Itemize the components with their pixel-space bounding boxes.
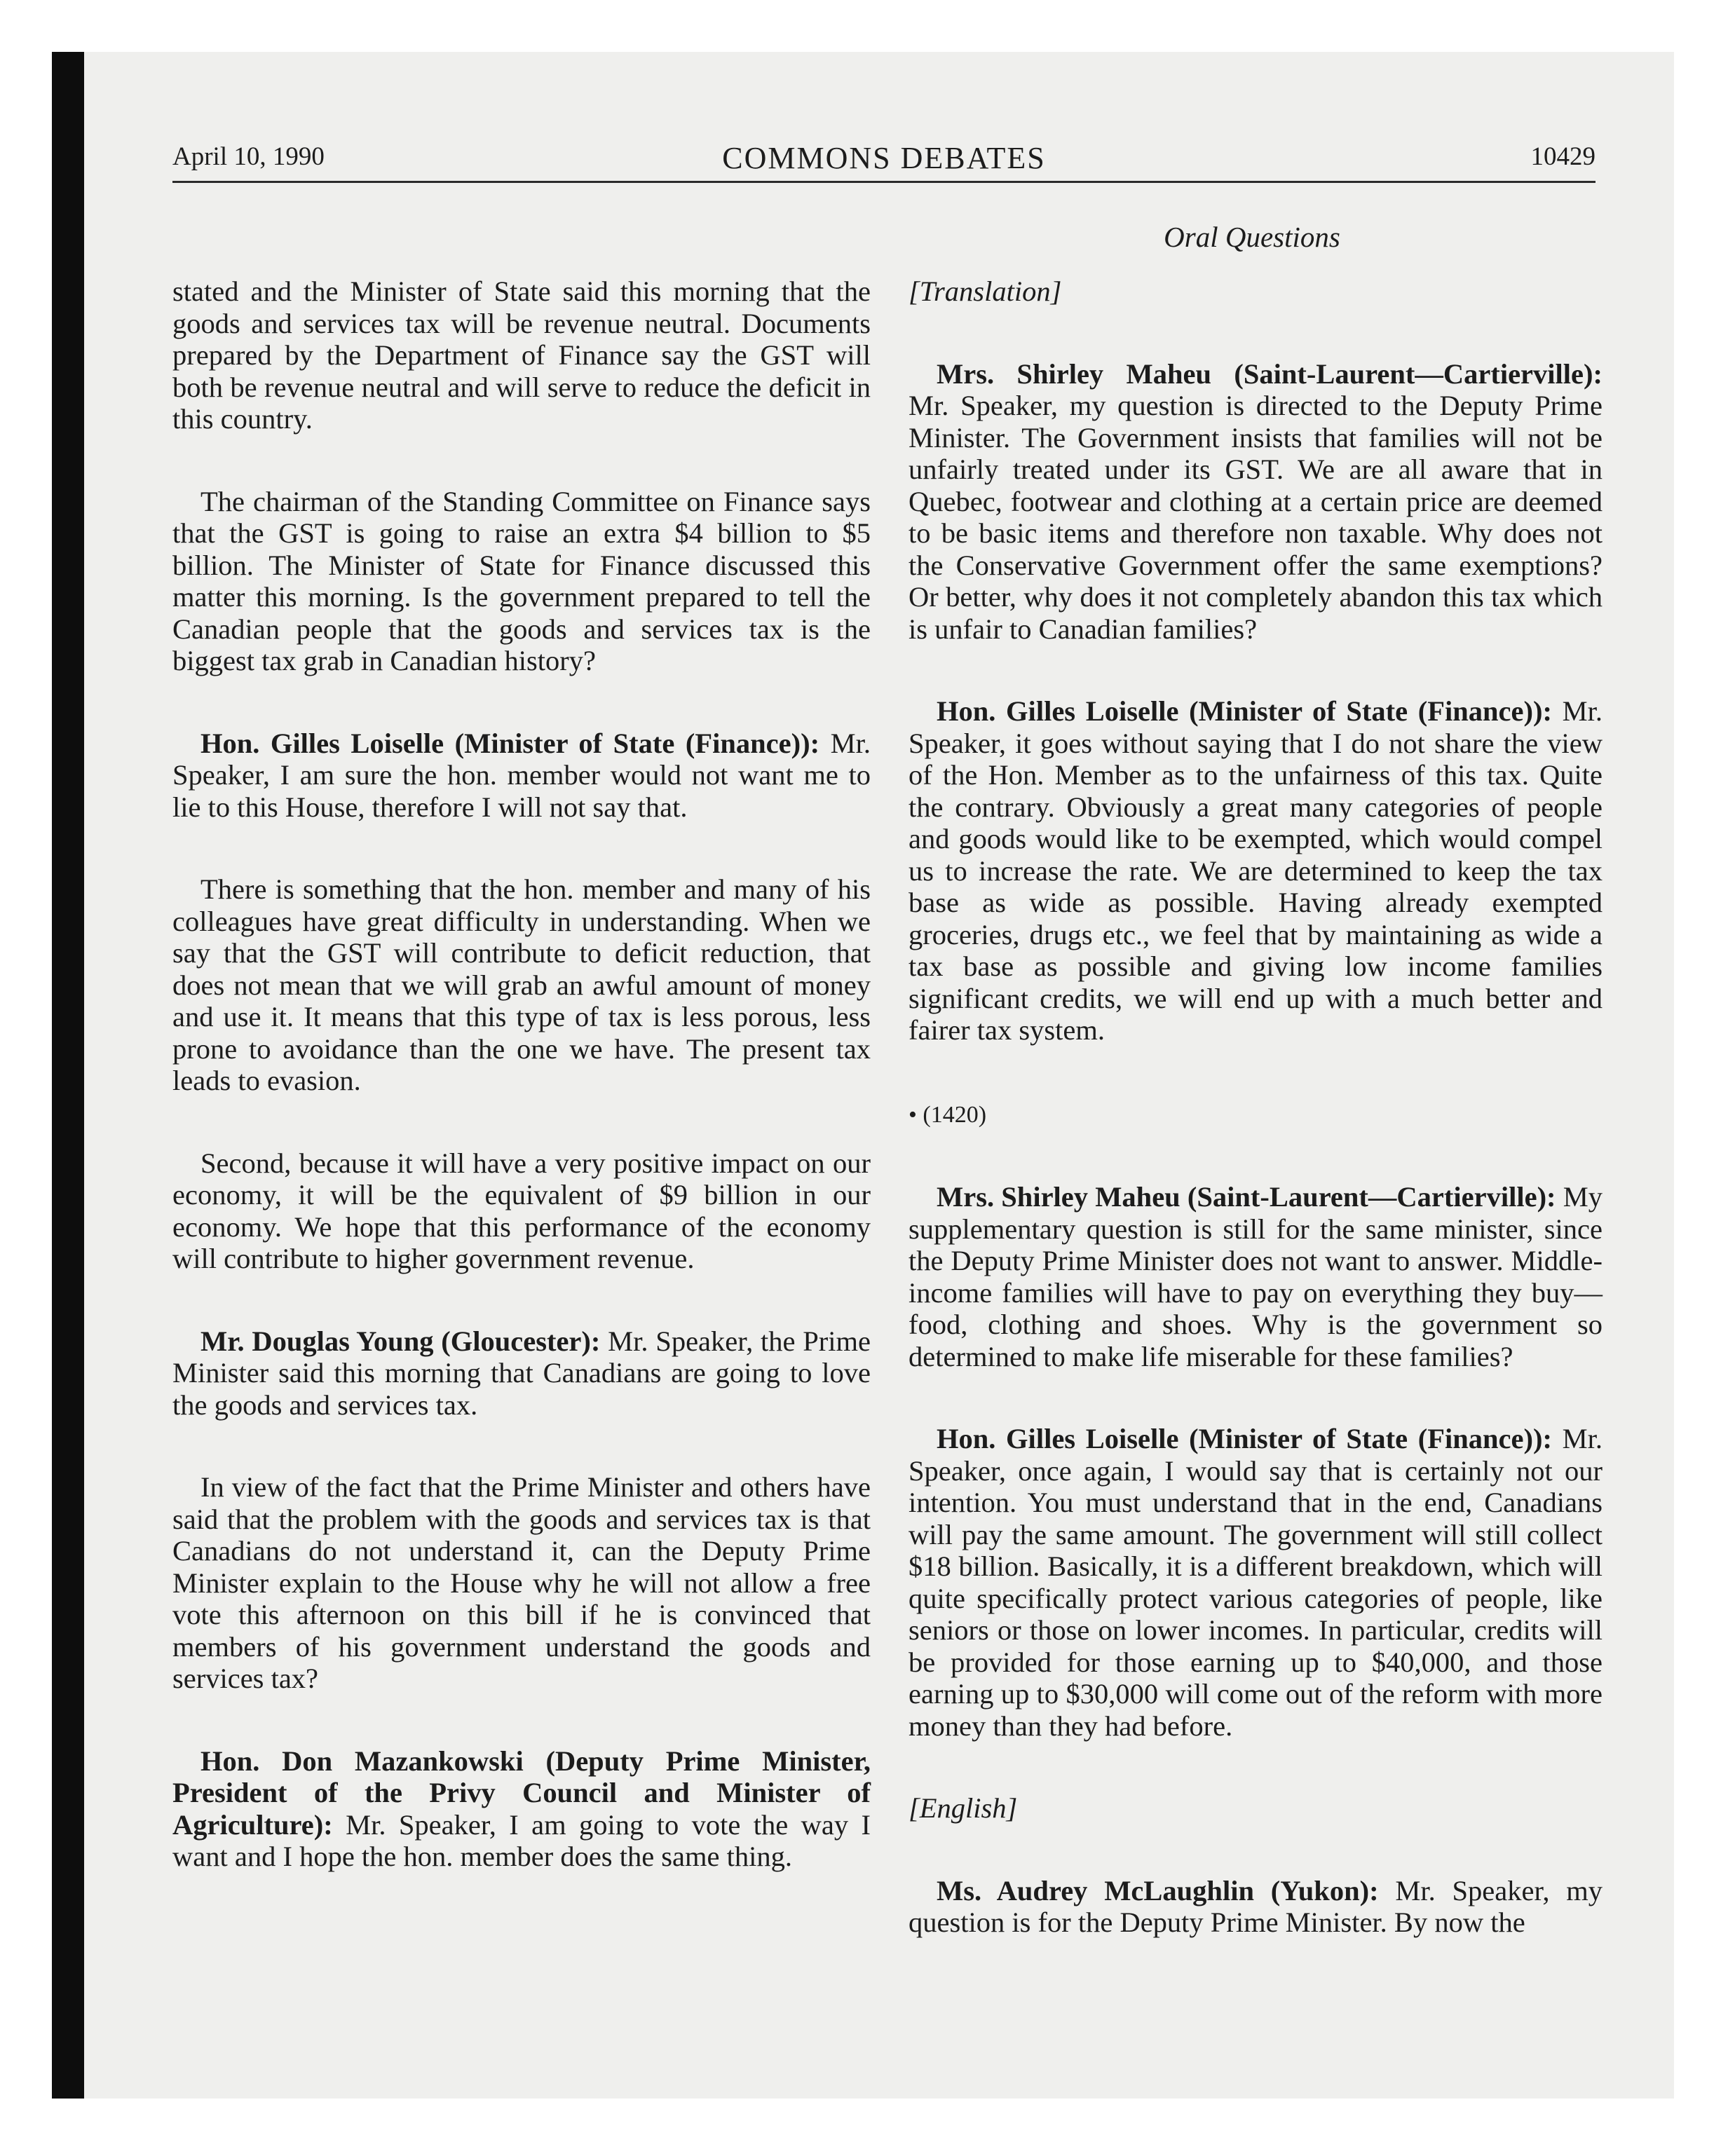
paragraph-text: Mr. Speaker, the Prime Minister said this morning that Canadians are going to love the goods and services tax. <box>172 1325 871 1421</box>
speaker-name: Ms. Audrey McLaughlin (Yukon): <box>937 1874 1379 1906</box>
paragraph-text: There is something that the hon. member and many of his colleagues have great difficulty in understanding. When we say that the GST will contribute to deficit reduction, that does not mean that we will grab an awful amount of money and use it. It means that this type of tax is less porous, less prone to avoidance than the one we have. The present tax leads to evasion. <box>172 873 871 1096</box>
section-heading: Oral Questions <box>1164 221 1340 253</box>
paragraph-text: Mr. Speaker, it goes without saying that I do not share the view of the Hon. Member as to the unfairness of this tax. Quite the contrary. Obviously a great many categories of people and goods would like to be exempted, which would compel us to increase the rate. We are determined to keep the tax base as wide as possible. Having already exempted groceries, drugs etc., we feel that by maintaining as wide a tax base as possible and giving low income families significant credits, we will end up with a much better and fairer tax system. <box>909 695 1603 1046</box>
paragraph <box>172 1471 871 1695</box>
paragraph-text: In view of the fact that the Prime Minister and others have said that the problem with the goods and services tax is that Canadians do not understand it, can the Deputy Prime Minister explain to the House why he will not allow a free vote this afternoon on this bill if he is convinced that members of his government understand the goods and services tax? <box>172 1471 871 1694</box>
paragraph-text: Mr. Speaker, once again, I would say that is certainly not our intention. You must understand that in the end, Canadians will pay the same amount. The government will still collect $18 billion. Basically, it is a different breakdown, which will quite specifically protect various categories of people, like seniors or those on lower incomes. In particular, credits will be provided for those earning up to $40,000, and those earning up to $30,000 will come out of the reform with more money than they had before. <box>909 1423 1603 1742</box>
language-marker <box>909 275 1603 308</box>
paragraph <box>172 728 871 824</box>
paragraph <box>909 358 1603 646</box>
paragraph-text: My supplementary question is still for the same minister, since the Deputy Prime Minister does not want to answer. Middle-income families will have to pay on everything they buy—food, clothing and shoes. Why is the government so determined to make life miserable for these families? <box>909 1181 1603 1372</box>
speaker-name: Hon. Gilles Loiselle (Minister of State (Finance)): <box>937 695 1552 727</box>
translation-marker: [Translation] <box>909 275 1062 307</box>
speaker-name: Mrs. Shirley Maheu (Saint-Laurent—Cartierville): <box>937 357 1603 390</box>
paragraph-text: The chairman of the Standing Committee on Finance says that the GST is going to raise an extra $4 billion to $5 billion. The Minister of State for Finance discussed this matter this morning. Is the government prepared to tell the Canadian people that the goods and services tax is the biggest tax grab in Canadian history? <box>172 485 871 676</box>
paragraph <box>909 1181 1603 1372</box>
header-date: April 10, 1990 <box>172 142 325 171</box>
speaker-name: Hon. Gilles Loiselle (Minister of State (Finance)): <box>200 727 820 759</box>
left-column <box>172 275 871 1873</box>
paragraph <box>909 1875 1603 1939</box>
binding-edge <box>52 52 84 2099</box>
language-marker <box>909 1792 1603 1824</box>
paragraph <box>172 486 871 677</box>
paragraph-text: stated and the Minister of State said this morning that the goods and services tax will be revenue neutral. Documents prepared by the Department of Finance say the GST will both be revenue neutral and will serve to reduce the deficit in this country. <box>172 275 871 435</box>
paragraph-text: Mr. Speaker, my question is directed to the Deputy Prime Minister. The Government insists that families will not be unfairly treated under its GST. We are all aware that in Quebec, footwear and clothing at a certain price are deemed to be basic items and therefore non taxable. Why does not the Conservative Government offer the same exemptions? Or better, why does it not completely abandon this tax which is unfair to Canadian families? <box>909 390 1603 645</box>
time-marker-text: • (1420) <box>909 1101 987 1128</box>
paragraph <box>172 873 871 1097</box>
speaker-name: Hon. Gilles Loiselle (Minister of State (Finance)): <box>937 1423 1552 1454</box>
speaker-name: Mrs. Shirley Maheu (Saint-Laurent—Cartierville): <box>937 1181 1556 1213</box>
paragraph <box>172 1147 871 1275</box>
running-header <box>172 139 1595 183</box>
publication-title: COMMONS DEBATES <box>722 141 1046 175</box>
paragraph <box>172 1745 871 1873</box>
time-marker <box>909 1097 1603 1131</box>
page-number: 10429 <box>1530 142 1595 171</box>
right-column <box>909 275 1603 1939</box>
paragraph <box>172 1325 871 1421</box>
paragraph-text: Mr. Speaker, my question is for the Deputy Prime Minister. By now the <box>909 1874 1603 1938</box>
paragraph-text: Mr. Speaker, I am going to vote the way I want and I hope the hon. member does the same thing. <box>172 1808 871 1872</box>
paragraph <box>909 695 1603 1046</box>
paragraph-text: Mr. Speaker, I am sure the hon. member would not want me to lie to this House, therefore I will not say that. <box>172 727 871 823</box>
paragraph <box>172 275 871 435</box>
paragraph-text: Second, because it will have a very positive impact on our economy, it will be the equivalent of $9 billion in our economy. We hope that this performance of the economy will contribute to higher government revenue. <box>172 1147 871 1274</box>
paragraph <box>909 1423 1603 1742</box>
speaker-name: Hon. Don Mazankowski (Deputy Prime Minister, President of the Privy Council and Minister of Agriculture): <box>172 1745 871 1841</box>
english-marker: [English] <box>909 1792 1018 1824</box>
speaker-name: Mr. Douglas Young (Gloucester): <box>200 1325 601 1357</box>
